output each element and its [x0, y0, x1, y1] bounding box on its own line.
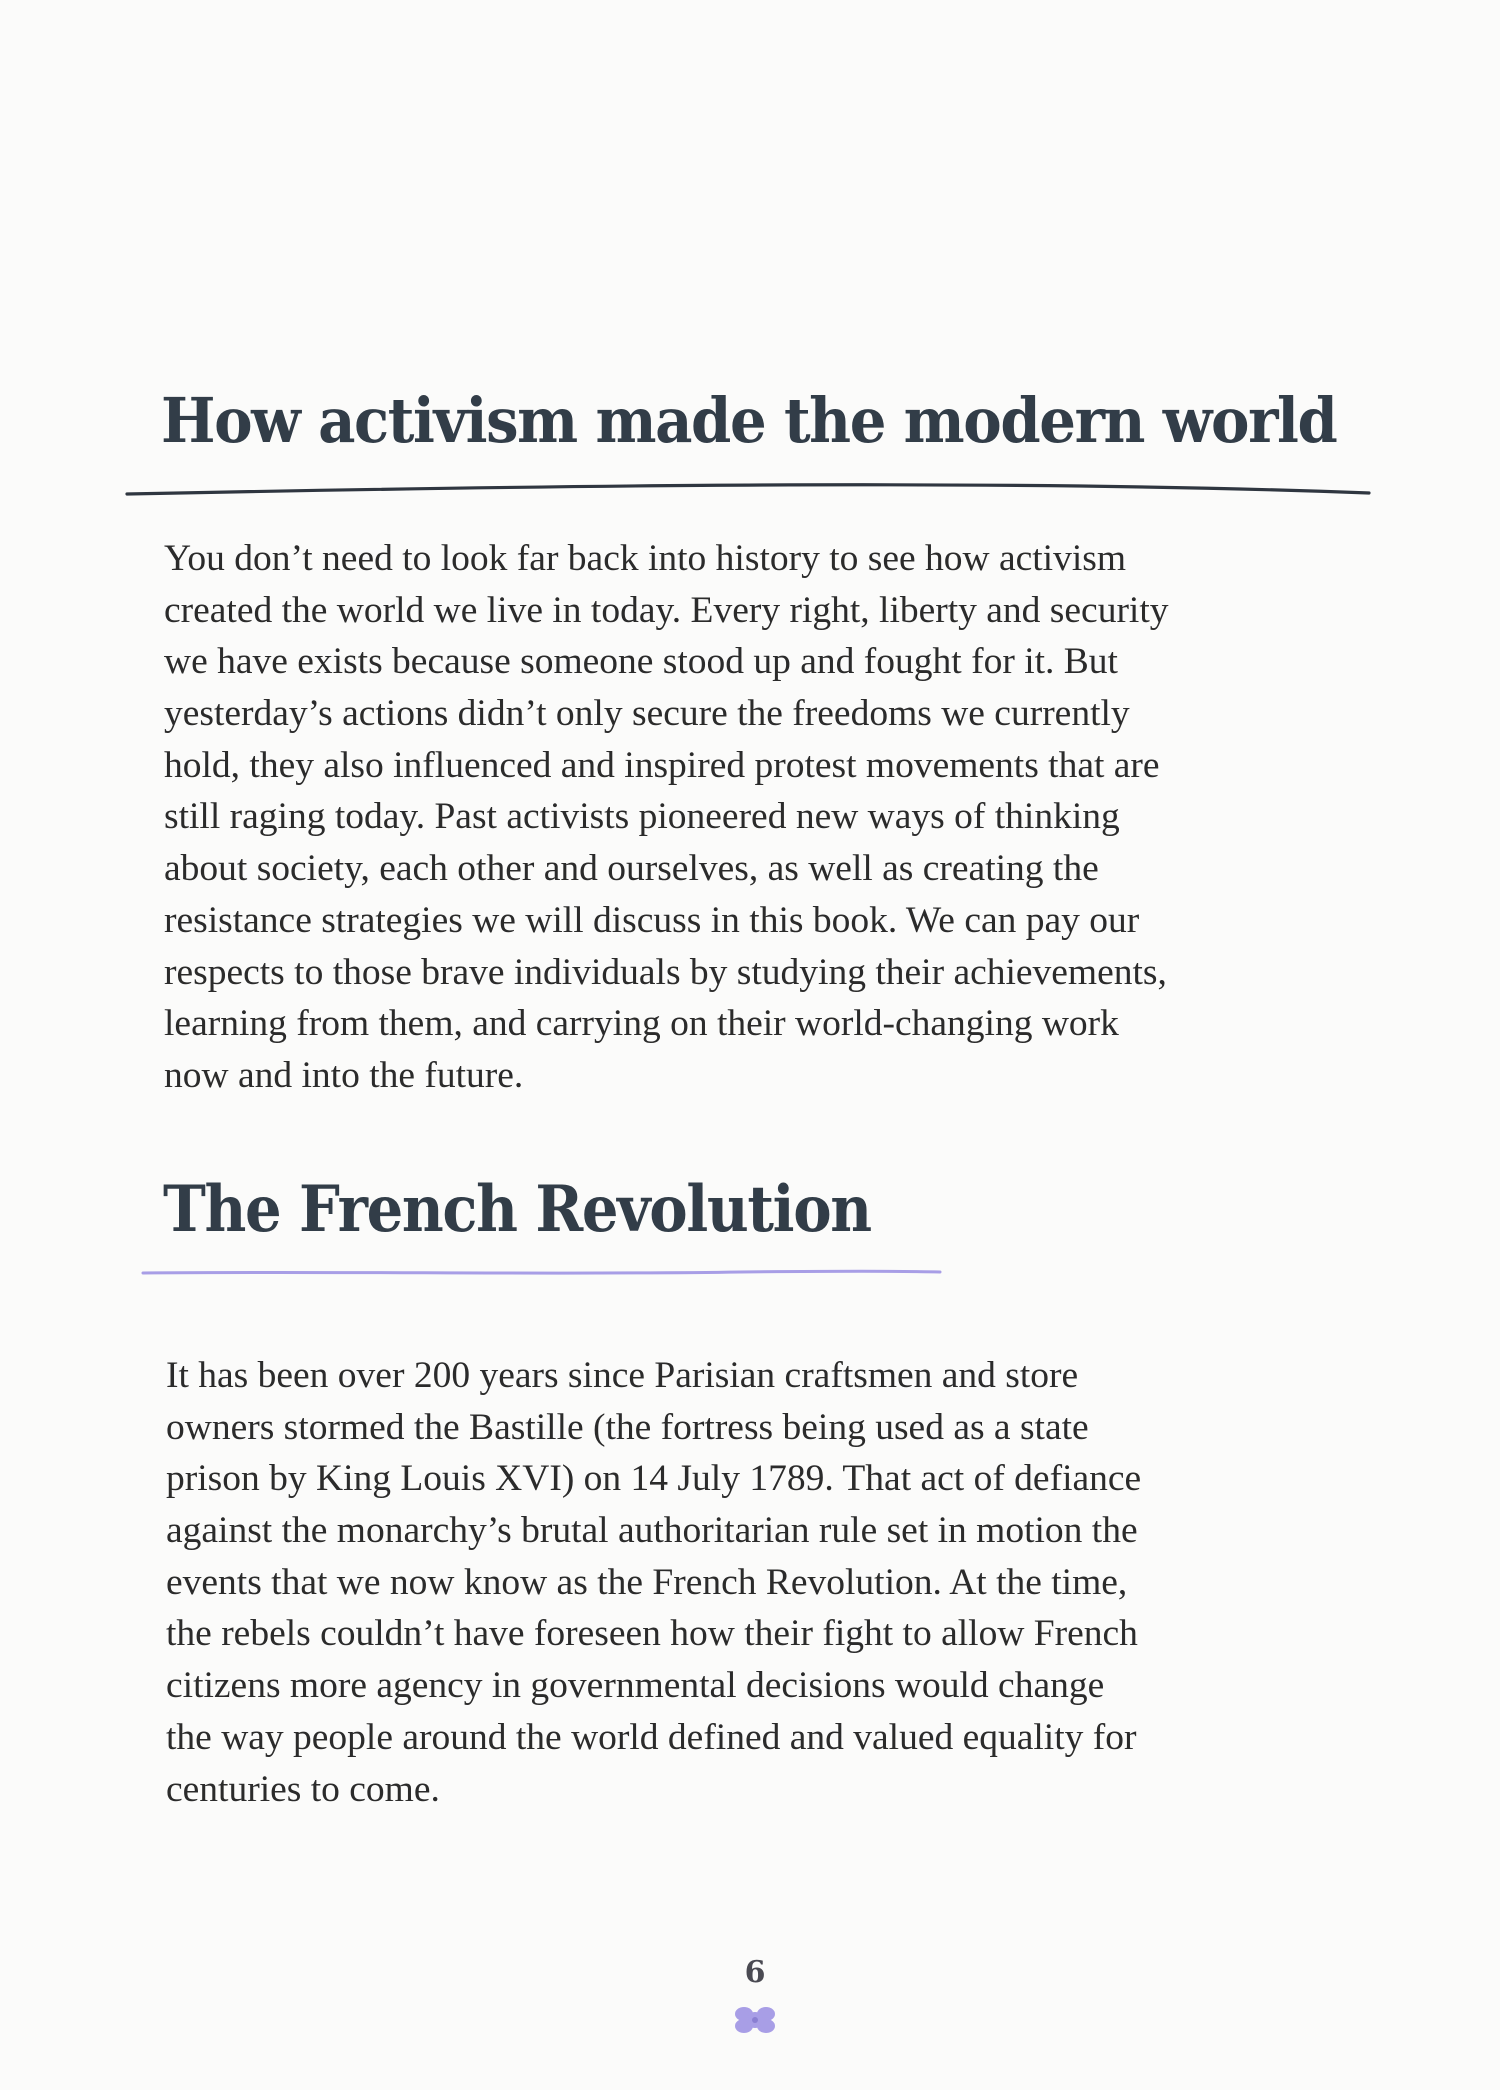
heading-underline [140, 1265, 945, 1281]
text-line: citizens more agency in governmental decisions would change [166, 1665, 1105, 1707]
section-paragraph [164, 533, 1169, 1102]
heading-underline [125, 480, 1375, 500]
text-line: resistance strategies we will discuss in this book. We can pay our [164, 899, 1140, 941]
text-line: owners stormed the Bastille (the fortress being used as a state [166, 1406, 1089, 1448]
section-heading: The French Revolution [163, 1172, 871, 1247]
text-line: hold, they also influenced and inspired protest movements that are [164, 744, 1160, 786]
text-line: against the monarchy’s brutal authoritarian rule set in motion the [166, 1510, 1138, 1552]
text-line: now and into the future. [164, 1054, 524, 1096]
text-line: centuries to come. [166, 1768, 440, 1810]
section-paragraph [166, 1350, 1141, 1815]
text-line: about society, each other and ourselves, as well as creating the [164, 848, 1099, 890]
text-line: It has been over 200 years since Parisian craftsmen and store [166, 1355, 1079, 1396]
flower-ornament-icon [733, 2005, 777, 2035]
text-line: still raging today. Past activists pioneered new ways of thinking [164, 796, 1120, 838]
text-line: we have exists because someone stood up and fought for it. But [164, 641, 1118, 683]
text-line: the rebels couldn’t have foreseen how their fight to allow French [166, 1613, 1138, 1655]
text-line: yesterday’s actions didn’t only secure the freedoms we currently [164, 693, 1130, 735]
section-heading: How activism made the modern world [161, 384, 1337, 457]
text-line: events that we now know as the French Revolution. At the time, [166, 1561, 1128, 1603]
text-line: prison by King Louis XVI) on 14 July 1789. That act of defiance [166, 1458, 1142, 1500]
text-line: You don’t need to look far back into history to see how activism [164, 538, 1127, 579]
text-line: learning from them, and carrying on their world-changing work [164, 1003, 1119, 1045]
page-number: 6 [744, 1955, 766, 1990]
text-line: respects to those brave individuals by studying their achievements, [164, 951, 1167, 993]
text-line: created the world we live in today. Every right, liberty and security [164, 589, 1169, 631]
text-line: the way people around the world defined and valued equality for [166, 1716, 1137, 1758]
